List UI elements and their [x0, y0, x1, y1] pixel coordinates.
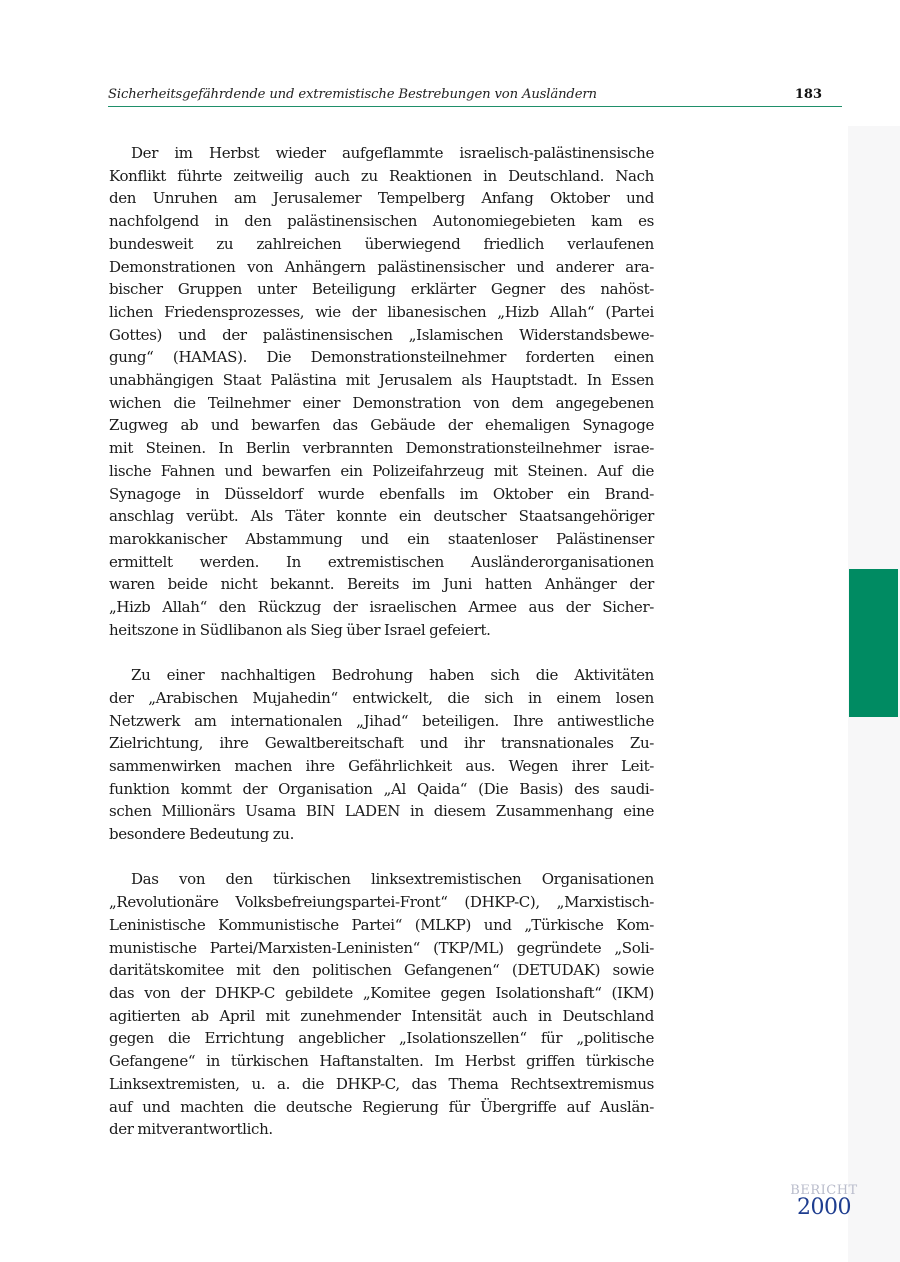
text-line: sammenwirken machen ihre Gefährlichkeit aus. Wegen ihrer Leit-	[109, 756, 654, 775]
text-line: heitszone in Südlibanon als Sieg über Israel gefeiert.	[109, 620, 491, 639]
text-line: Gefangene“ in türkischen Haftanstalten. Im Herbst griffen türkische	[109, 1052, 654, 1071]
text-line: „Hizb Allah“ den Rückzug der israelischen Armee aus der Sicher-	[109, 598, 654, 617]
text-line: munistische Partei/Marxisten-Leninisten“ (TKP/ML) gegründete „Soli-	[109, 938, 654, 957]
logo-text: BERICHT	[790, 1183, 858, 1198]
text-line: nachfolgend in den palästinensischen Autonomiegebieten kam es	[109, 212, 654, 231]
text-line: anschlag verübt. Als Täter konnte ein deutscher Staatsangehöriger	[109, 507, 654, 526]
text-line: Gottes) und der palästinensischen „Islamischen Widerstandsbewe-	[109, 325, 654, 344]
text-line: ermittelt werden. In extremistischen Ausländerorganisationen	[109, 552, 654, 571]
text-line: gegen die Errichtung angeblicher „Isolationszellen“ für „politische	[109, 1029, 654, 1048]
text-line: Linksextremisten, u. a. die DHKP-C, das Thema Rechtsextremismus	[109, 1074, 654, 1093]
text-line: „Revolutionäre Volksbefreiungspartei-Front“ (DHKP-C), „Marxistisch-	[109, 893, 654, 912]
text-line: auf und machten die deutsche Regierung für Übergriffe auf Auslän-	[109, 1097, 654, 1116]
text-line: Leninistische Kommunistische Partei“ (MLKP) und „Türkische Kom-	[109, 915, 654, 934]
text-line: den Unruhen am Jerusalemer Tempelberg Anfang Oktober und	[109, 189, 654, 208]
running-header	[108, 86, 842, 107]
chapter-tab	[849, 569, 898, 717]
text-line: lische Fahnen und bewarfen ein Polizeifahrzeug mit Steinen. Auf die	[109, 461, 654, 480]
page-number: 183	[794, 87, 822, 102]
paragraph	[109, 142, 654, 641]
report-logo	[789, 1183, 859, 1223]
text-line: der „Arabischen Mujahedin“ entwickelt, die sich in einem losen	[109, 688, 654, 707]
logo-year: 2000	[797, 1195, 851, 1220]
paragraph	[109, 664, 654, 846]
text-line: waren beide nicht bekannt. Bereits im Juni hatten Anhänger der	[109, 575, 654, 594]
text-line: Synagoge in Düsseldorf wurde ebenfalls im Oktober ein Brand-	[109, 484, 654, 503]
text-line: Das von den türkischen linksextremistischen Organisationen	[131, 870, 654, 889]
text-line: wichen die Teilnehmer einer Demonstration von dem angegebenen	[109, 393, 654, 412]
text-line: Zielrichtung, ihre Gewaltbereitschaft und ihr transnationales Zu-	[109, 734, 654, 753]
text-line: Der im Herbst wieder aufgeflammte israelisch-palästinensische	[131, 144, 654, 162]
paragraph	[109, 868, 654, 1140]
text-line: Demonstrationen von Anhängern palästinensischer und anderer ara-	[109, 257, 654, 276]
text-line: bundesweit zu zahlreichen überwiegend friedlich verlaufenen	[109, 234, 654, 253]
text-line: Zu einer nachhaltigen Bedrohung haben sich die Aktivitäten	[131, 666, 654, 685]
body-text	[109, 142, 654, 1164]
text-line: unabhängigen Staat Palästina mit Jerusalem als Hauptstadt. In Essen	[109, 371, 654, 390]
text-line: daritätskomitee mit den politischen Gefangenen“ (DETUDAK) sowie	[109, 961, 654, 980]
text-line: Konflikt führte zeitweilig auch zu Reaktionen in Deutschland. Nach	[109, 166, 654, 185]
text-line: Netzwerk am internationalen „Jihad“ beteiligen. Ihre antiwestliche	[109, 711, 654, 730]
text-line: lichen Friedensprozesses, wie der libanesischen „Hizb Allah“ (Partei	[109, 302, 654, 321]
text-line: das von der DHKP-C gebildete „Komitee gegen Isolationshaft“ (IKM)	[109, 983, 654, 1002]
text-line: besondere Bedeutung zu.	[109, 825, 295, 844]
text-line: agitierten ab April mit zunehmender Intensität auch in Deutschland	[109, 1006, 654, 1025]
header-title: Sicherheitsgefährdende und extremistische Bestrebungen von Ausländern	[108, 87, 597, 102]
text-line: funktion kommt der Organisation „Al Qaida“ (Die Basis) des saudi-	[109, 779, 654, 798]
text-line: bischer Gruppen unter Beteiligung erklärter Gegner des nahöst-	[109, 280, 654, 299]
text-line: Zugweg ab und bewarfen das Gebäude der ehemaligen Synagoge	[109, 416, 654, 435]
text-line: marokkanischer Abstammung und ein staatenloser Palästinenser	[109, 529, 654, 548]
text-line: mit Steinen. In Berlin verbrannten Demonstrationsteilnehmer israe-	[109, 439, 654, 458]
text-line: schen Millionärs Usama BIN LADEN in diesem Zusammenhang eine	[109, 802, 654, 821]
text-line: gung“ (HAMAS). Die Demonstrationsteilnehmer forderten einen	[109, 348, 654, 367]
text-line: der mitverantwortlich.	[109, 1120, 273, 1139]
